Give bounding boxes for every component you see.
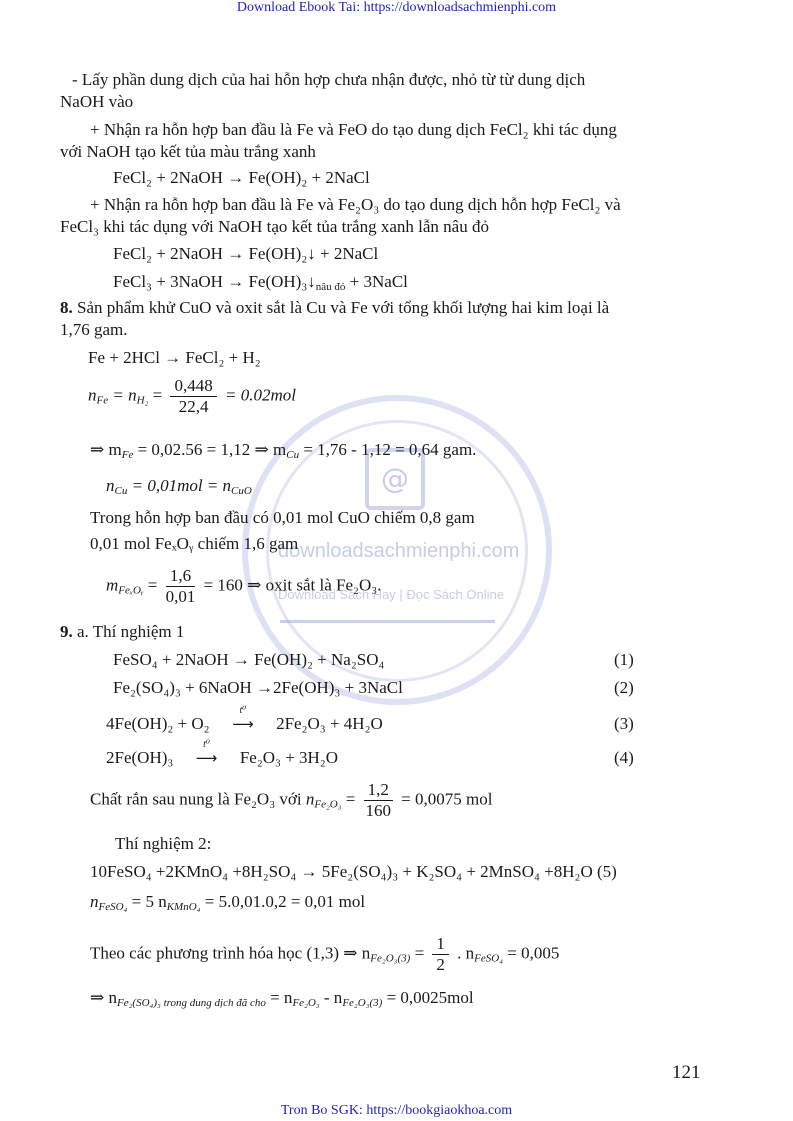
denominator: 22,4: [178, 397, 209, 416]
equation-part: + 3NaCl: [345, 272, 408, 291]
formula-theo: [90, 934, 559, 975]
f: Fe₂(SO₄)₃ trong dung dịch đã cho: [117, 997, 266, 1009]
text-line: Trong hỗn hợp ban đầu có 0,01 mol CuO chiếm 0,8 gam: [90, 508, 475, 527]
reaction-3: [106, 705, 383, 734]
text-line: - Lấy phần dung dịch của hai hỗn hợp chưa nhận được, nhỏ từ từ dung dịch: [72, 70, 586, 89]
text-line: FeCl₃ khi tác dụng với NaOH tạo kết tủa trắng xanh lẫn nâu đỏ: [60, 217, 489, 236]
heat-label: t⁰: [203, 739, 210, 750]
f: Fe: [96, 394, 109, 407]
f: Cu: [286, 449, 300, 461]
watermark-book-icon: @: [365, 448, 425, 510]
f: KMnO₄: [166, 901, 201, 913]
formula-nfe: [88, 376, 296, 417]
denominator: 160: [365, 801, 392, 820]
f: = n: [108, 385, 137, 405]
fraction: [432, 934, 449, 975]
f: ⇒ m: [90, 440, 122, 459]
f: =: [410, 943, 429, 963]
f: = 1,76 - 1,12 = 0,64 gam.: [299, 440, 477, 459]
f: Fe: [121, 449, 134, 461]
f: = n: [265, 988, 293, 1007]
watermark-tagline: Download Sách Hay | Đọc Sách Online: [278, 587, 504, 602]
fraction: [166, 566, 196, 607]
f: = 0,0025mol: [382, 988, 474, 1007]
equation-note: nâu đỏ: [315, 281, 346, 293]
f: n: [90, 892, 99, 911]
part: Fe₂O₃ + 3H₂O: [235, 748, 339, 767]
f: = 0,02.56 = 1,12 ⇒ m: [133, 440, 287, 459]
f: n: [106, 476, 115, 495]
text-line: 0,01 mol FeₓOᵧ chiếm 1,6 gam: [90, 534, 299, 553]
f: = 0,0075 mol: [396, 789, 493, 809]
equation: [113, 272, 408, 297]
equation: Fe + 2HCl → FeCl₂ + H₂: [88, 348, 261, 367]
question-8: [60, 298, 609, 318]
text: a. Thí nghiệm 1: [72, 622, 185, 641]
denominator: 2: [436, 955, 445, 974]
f: =: [143, 575, 162, 595]
f: ⇒ n: [90, 988, 117, 1007]
f: = 5 n: [127, 892, 167, 911]
text: Sản phẩm khử CuO và oxit sắt là Cu và Fe với tổng khối lượng hai kim loại là: [72, 298, 610, 317]
equation-part: FeCl₃ + 3NaOH → Fe(OH)₃↓: [113, 272, 316, 291]
f: FeₓOᵧ: [118, 584, 144, 597]
denominator: 0,01: [165, 587, 196, 606]
text-line: + Nhận ra hỗn hợp ban đầu là Fe và FeO do tạo dung dịch FeCl₂ khi tác dụng: [90, 120, 617, 139]
watermark-bar: [280, 620, 495, 623]
reaction-2: Fe₂(SO₄)₃ + 6NaOH →2Fe(OH)₃ + 3NaCl: [113, 678, 403, 697]
f: Fe₂O₃: [292, 997, 320, 1009]
f: = 0.02mol: [220, 385, 296, 405]
f: n: [88, 385, 97, 405]
page-number: 121: [672, 1062, 701, 1083]
reaction-number: (4): [614, 748, 634, 767]
f: = 0,01mol = n: [127, 476, 232, 495]
reaction-5: 10FeSO₄ +2KMnO₄ +8H₂SO₄ → 5Fe₂(SO₄)₃ + K₂SO₄ + 2MnSO₄ +8H₂O (5): [90, 862, 617, 881]
watermark-site: downloadsachmienphi.com: [278, 540, 520, 562]
part: 4Fe(OH)₂ + O₂: [106, 714, 210, 733]
experiment-2: Thí nghiệm 2:: [115, 834, 212, 853]
formula-mfexoy: [106, 566, 381, 607]
f: FeSO₄: [98, 901, 128, 913]
f: Cu: [114, 485, 128, 497]
f: Fe₂O₃(3): [342, 997, 383, 1009]
fraction: [364, 780, 393, 821]
f: = 160 ⇒ oxit sắt là Fe₂O₃.: [199, 575, 382, 595]
heat-label: t⁰: [239, 705, 247, 716]
question-number: 9.: [60, 622, 73, 641]
part: 2Fe₂O₃ + 4H₂O: [271, 714, 383, 733]
heat-arrow: t⁰ ⟶: [214, 714, 272, 734]
fraction: [170, 376, 216, 417]
page-footer-link[interactable]: Tron Bo SGK: https://bookgiaokhoa.com: [280, 1103, 513, 1118]
formula-ncu: [106, 476, 252, 501]
f: . n: [452, 943, 475, 963]
reaction-number: (3): [614, 714, 634, 733]
numerator: 1: [432, 934, 449, 955]
f: CuO: [231, 485, 252, 497]
f: - n: [319, 988, 343, 1007]
f: = 5.0,01.0,2 = 0,01 mol: [200, 892, 366, 911]
f: m: [106, 575, 119, 595]
reaction-number: (2): [614, 678, 634, 697]
question-9: [60, 622, 184, 642]
formula-final: [90, 988, 474, 1013]
text-line: + Nhận ra hỗn hợp ban đầu là Fe và Fe₂O₃ do tạo dung dịch hỗn hợp FeCl₂ và: [90, 195, 621, 214]
f: =: [148, 385, 167, 405]
numerator: 1,6: [166, 566, 196, 587]
f: Fe₂O₃(3): [370, 952, 411, 965]
text-line: NaOH vào: [60, 92, 134, 111]
f: =: [341, 789, 360, 809]
text-line: 1,76 gam.: [60, 320, 128, 339]
solid-result: [90, 780, 492, 821]
f: FeSO₄: [474, 952, 504, 965]
reaction-number: (1): [614, 650, 634, 669]
text-line: với NaOH tạo kết tủa màu trắng xanh: [60, 142, 316, 161]
f: Fe₂O₃: [314, 798, 342, 811]
reaction-4: [106, 739, 339, 768]
f: = 0,005: [503, 943, 560, 963]
equation: FeCl₂ + 2NaOH → Fe(OH)₂ + 2NaCl: [113, 168, 370, 187]
formula-mfe: [90, 440, 476, 465]
question-number: 8.: [60, 298, 73, 317]
numerator: 0,448: [170, 376, 216, 397]
f: Theo các phương trình hóa học (1,3) ⇒ n: [90, 943, 371, 963]
page-header-link[interactable]: Download Ebook Tai: https://downloadsachmienphi.com: [236, 0, 557, 15]
reaction-1: FeSO₄ + 2NaOH → Fe(OH)₂ + Na₂SO₄: [113, 650, 385, 669]
part: 2Fe(OH)₃: [106, 748, 174, 767]
f: H₂: [136, 394, 149, 407]
formula-nfeso4: [90, 892, 365, 917]
f: Chất rắn sau nung là Fe₂O₃ với: [90, 789, 306, 809]
numerator: 1,2: [364, 780, 393, 801]
f: n: [305, 789, 315, 809]
heat-arrow: t⁰ ⟶: [178, 748, 236, 768]
equation: FeCl₂ + 2NaOH → Fe(OH)₂↓ + 2NaCl: [113, 244, 379, 263]
